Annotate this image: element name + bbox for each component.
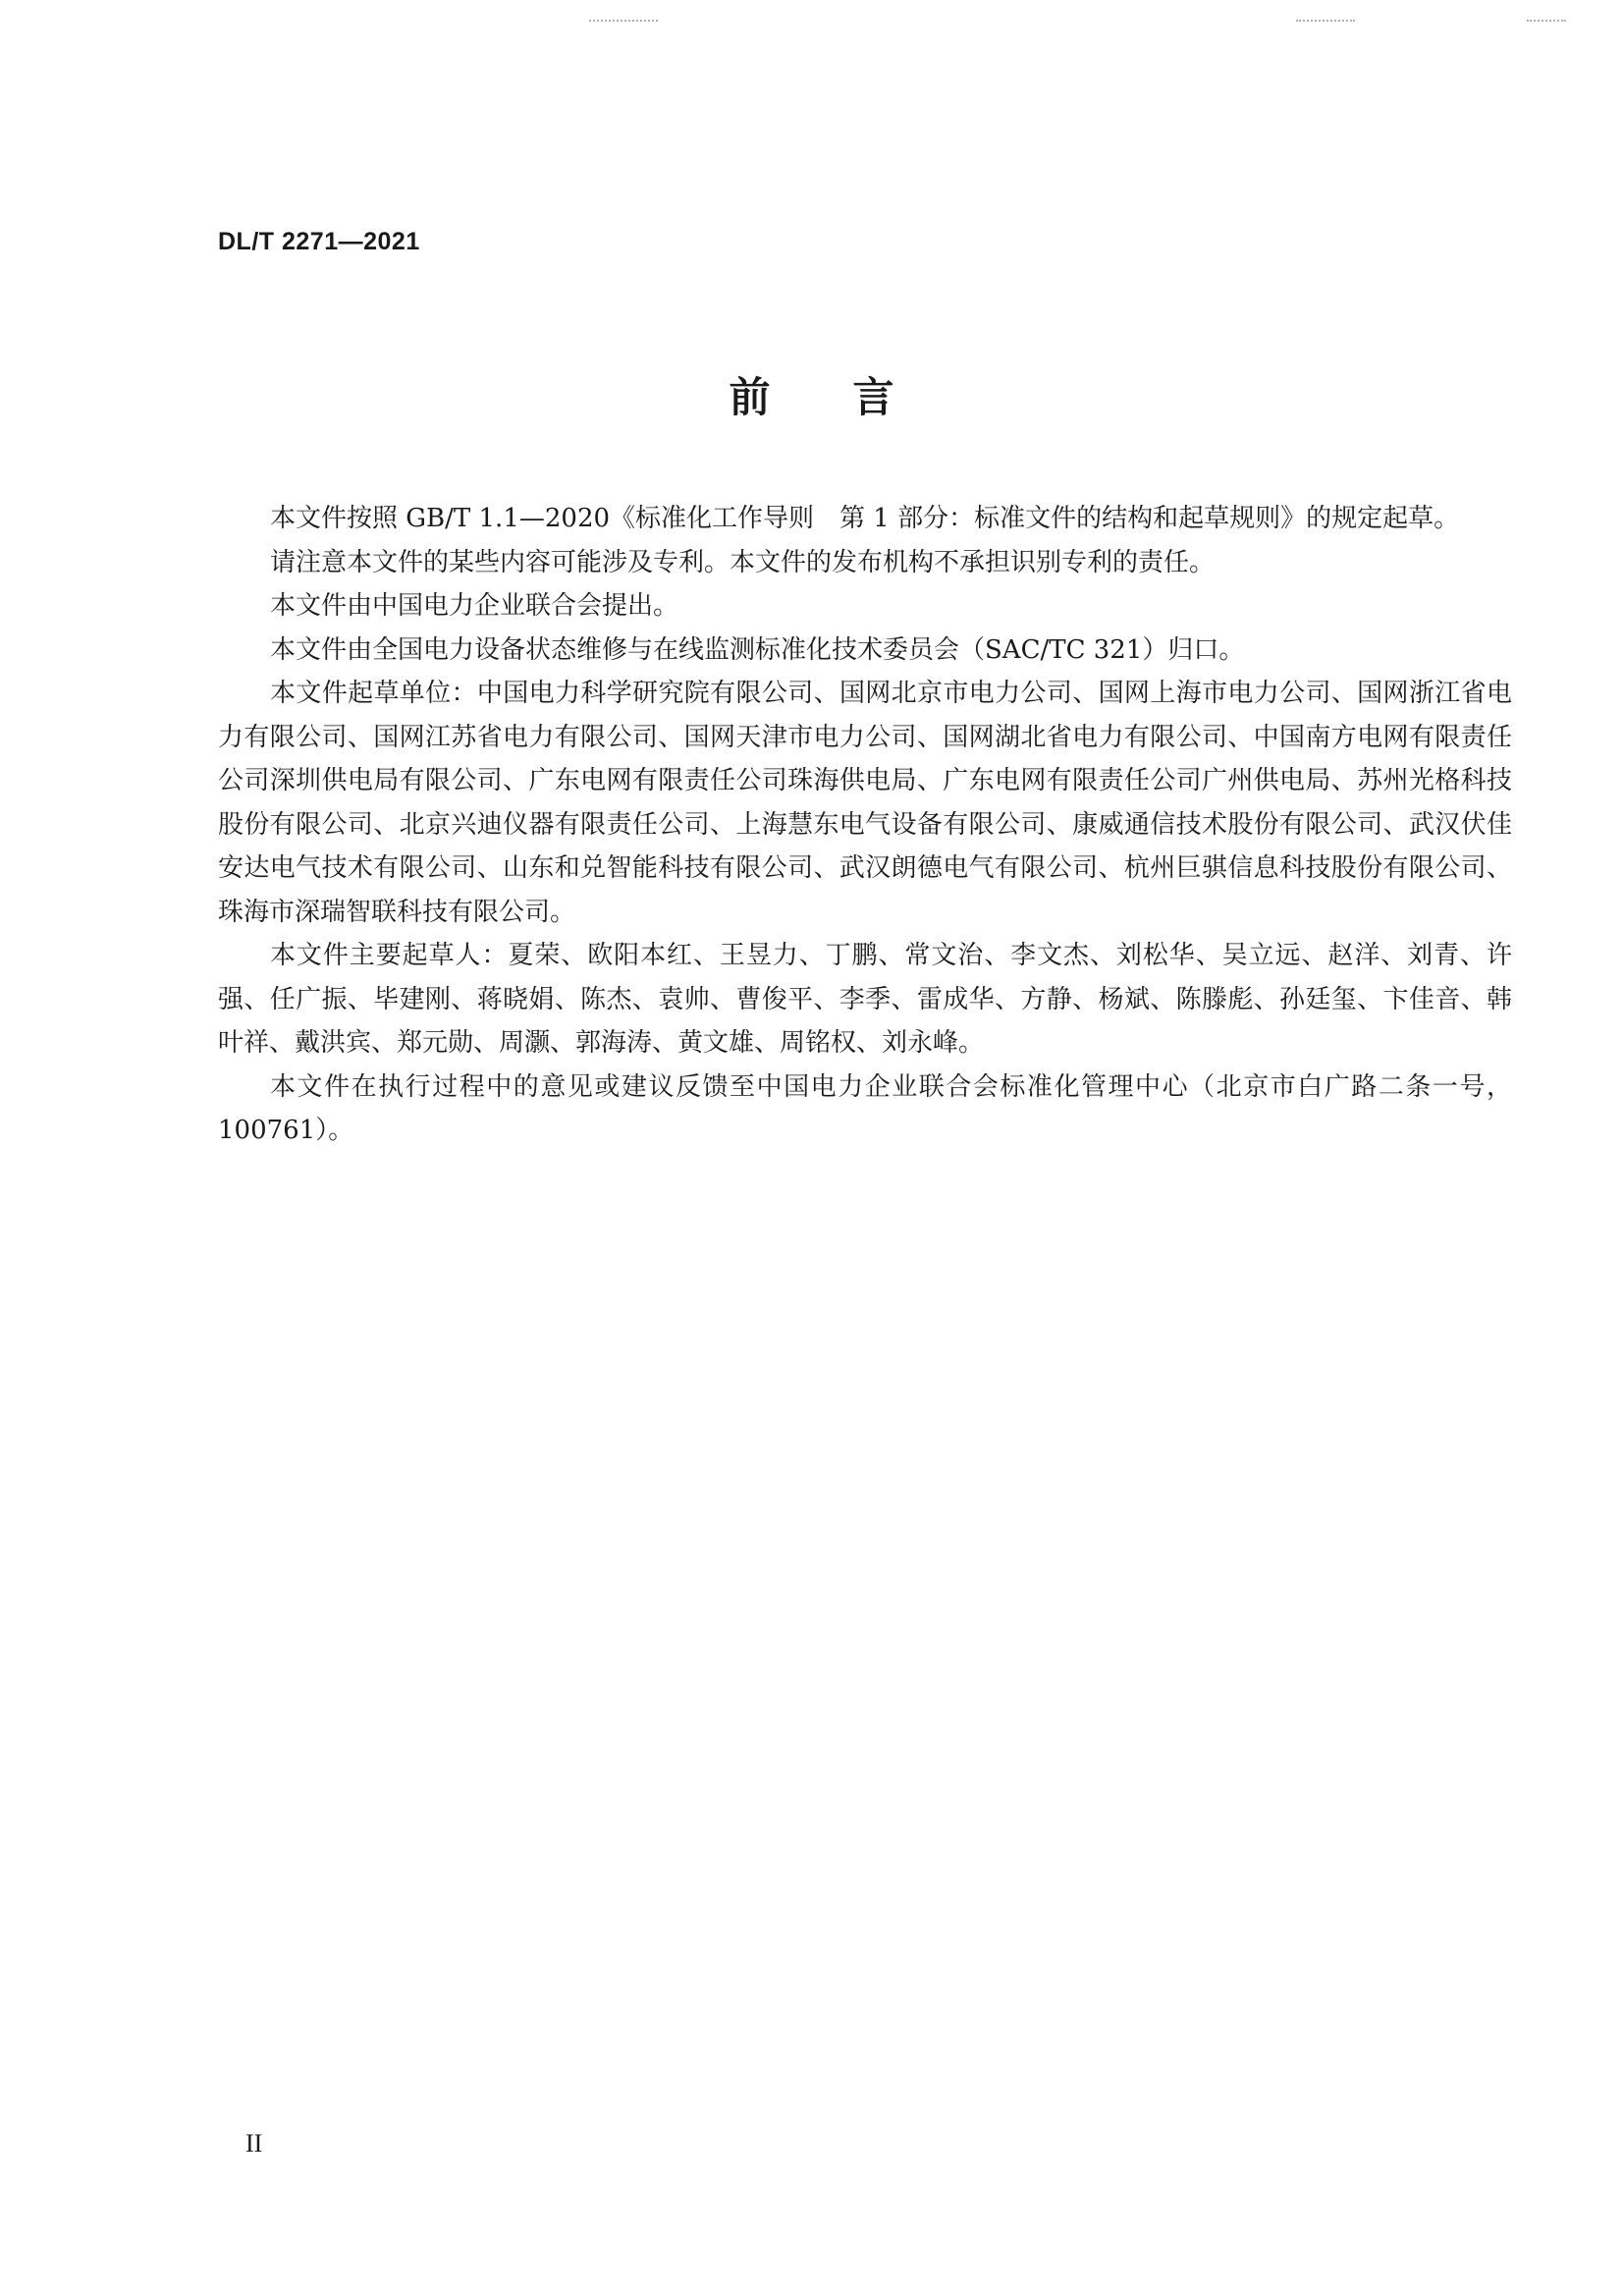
paragraph: 本文件由全国电力设备状态维修与在线监测标准化技术委员会（SAC/TC 321）归口。 [270, 634, 1245, 665]
paragraph: 本文件按照 GB/T 1.1—2020《标准化工作导则 第 1 部分：标准文件的结构和起草规则》的规定起草。 [270, 504, 1460, 533]
paragraph: 本文件由中国电力企业联合会提出。 [270, 591, 679, 621]
paragraph: 本文件在执行过程中的意见或建议反馈至中国电力企业联合会标准化管理中心（北京市白广路二条一号，100761）。 [218, 1071, 1512, 1145]
page-title: 前言 [729, 373, 977, 421]
paragraph: 本文件起草单位：中国电力科学研究院有限公司、国网北京市电力公司、国网上海市电力公司、国网浙江省电力有限公司、国网江苏省电力有限公司、国网天津市电力公司、国网湖北省电力有限公司、中国南方电网有限责任公司深圳供电局有限公司、广东电网有限责任公司珠海供电局、广东电网有限责任公司广州供电局、苏州光格科技股份有限公司、北京兴迪仪器有限责任公司、上海慧东电气设备有限公司、康威通信技术股份有限公司、武汉伏佳安达电气技术有限公司、山东和兑智能科技有限公司、武汉朗德电气有限公司、杭州巨骐信息科技股份有限公司、珠海市深瑞智联科技有限公司。 [218, 679, 1512, 927]
scan-mark [1296, 20, 1355, 24]
paragraph: 本文件主要起草人：夏荣、欧阳本红、王昱力、丁鹏、常文治、李文杰、刘松华、吴立远、赵洋、刘青、许强、任广振、毕建刚、蒋晓娟、陈杰、袁帅、曹俊平、李季、雷成华、方静、杨斌、陈滕彪、孙廷玺、卞佳音、韩叶祥、戴洪宾、郑元勋、周灏、郭海涛、黄文雄、周铭权、刘永峰。 [218, 941, 1512, 1058]
scan-mark [1527, 20, 1566, 24]
scan-mark [589, 20, 658, 24]
paragraph: 请注意本文件的某些内容可能涉及专利。本文件的发布机构不承担识别专利的责任。 [270, 547, 1216, 577]
document-code: DL/T 2271—2021 [218, 228, 420, 255]
scan-marks [0, 20, 1623, 26]
foreword-body [218, 497, 1512, 1153]
page-number: II [245, 2129, 263, 2158]
